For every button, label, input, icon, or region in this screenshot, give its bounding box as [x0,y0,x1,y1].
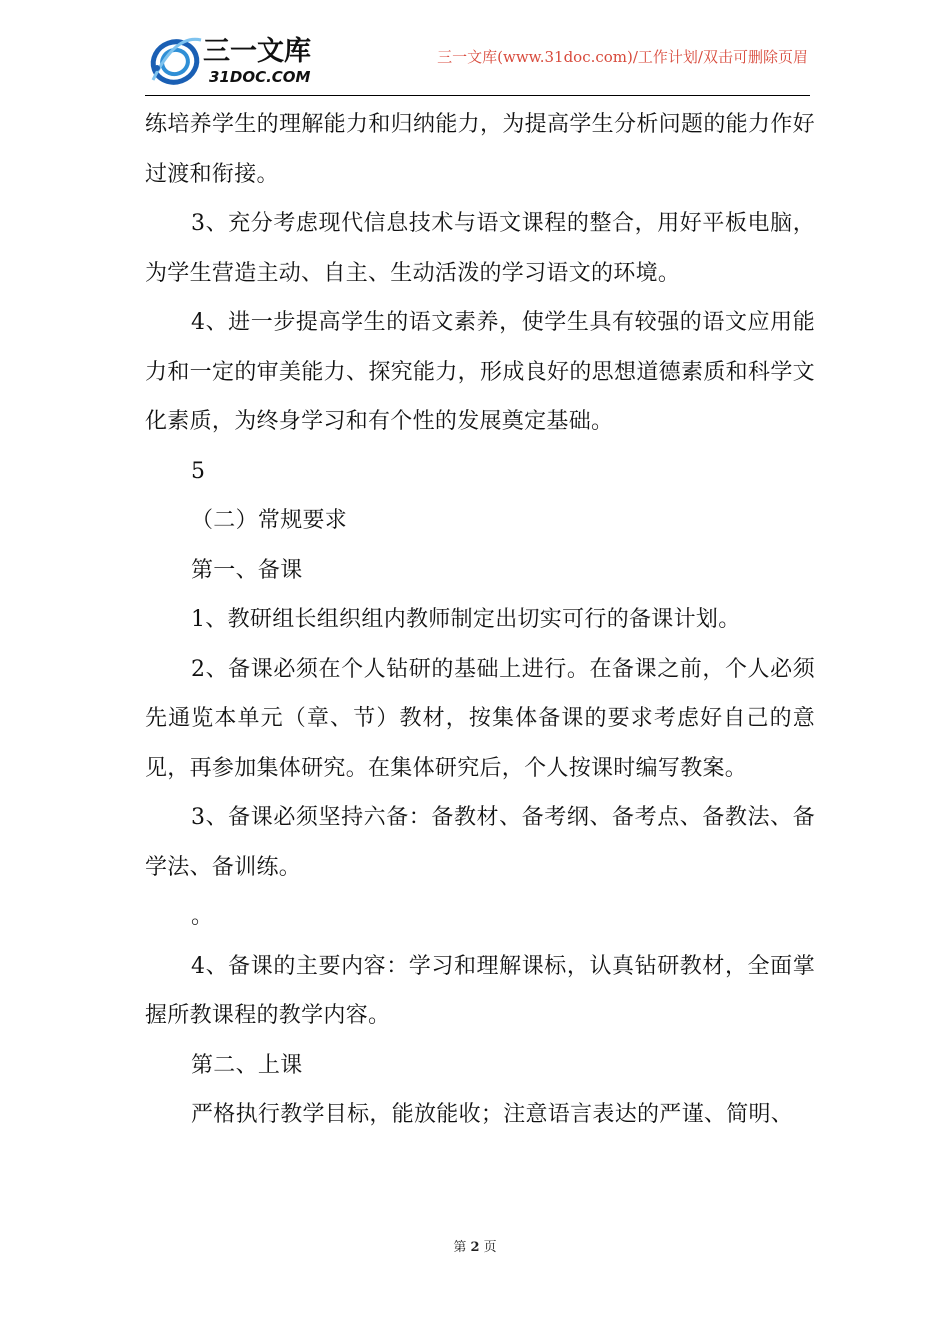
footer-suffix: 页 [483,1240,497,1255]
paragraph: 练培养学生的理解能力和归纳能力，为提高学生分析问题的能力作好过渡和衔接。 [145,112,815,187]
paragraph: 严格执行教学目标，能放能收；注意语言表达的严谨、简明、 [191,1102,794,1127]
paragraph: 4、进一步提高学生的语文素养，使学生具有较强的语文应用能力和一定的审美能力、探究能力，形成良好的思想道德素质和科学文化素质，为终身学习和有个性的发展奠定基础。 [145,310,815,434]
site-logo [145,26,325,90]
logo-text-cn: 三一文库 [203,36,311,67]
paragraph: 2、备课必须在个人钻研的基础上进行。在备课之前，个人必须先通览本单元（章、节）教材，按集体备课的要求考虑好自己的意见，再参加集体研究。在集体研究后，个人按课时编写教案。 [145,656,815,781]
paragraph: 。 [191,904,214,929]
footer-prefix: 第 [453,1240,467,1255]
page-header [145,26,810,96]
paragraph: 5 [191,458,206,484]
paragraph: 3、充分考虑现代信息技术与语文课程的整合，用好平板电脑，为学生营造主动、自主、生动活泼的学习语文的环境。 [145,211,815,286]
subsection-heading: 第一、备课 [191,557,303,583]
header-divider [145,95,810,96]
paragraph: 3、备课必须坚持六备：备教材、备考纲、备考点、备教法、备学法、备训练。 [145,805,815,880]
document-body [145,100,815,1140]
section-heading: （二）常规要求 [191,508,348,533]
logo-graphic [145,26,325,90]
page-footer [0,1236,950,1255]
header-note: 三一文库(www.31doc.com)/工作计划/双击可删除页眉 [437,48,808,66]
page-number: 2 [470,1240,480,1255]
paragraph: 4、备课的主要内容：学习和理解课标，认真钻研教材，全面掌握所教课程的教学内容。 [145,953,815,1028]
logo-text-en: 31DOC.COM [209,68,311,86]
paragraph: 1、教研组长组织组内教师制定出切实可行的备课计划。 [191,607,741,632]
subsection-heading: 第二、上课 [191,1052,303,1078]
